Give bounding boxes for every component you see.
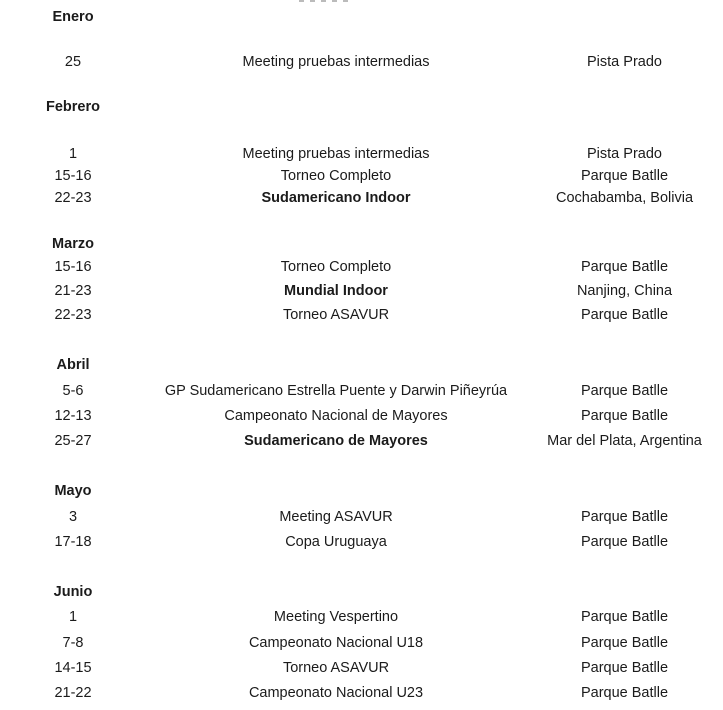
event-date: 22-23 <box>54 190 92 206</box>
event-location: Parque Batlle <box>580 307 669 323</box>
event-location: Nanjing, China <box>576 283 673 299</box>
event-row <box>0 660 723 676</box>
event-location: Parque Batlle <box>580 168 669 184</box>
event-row <box>0 685 723 701</box>
event-row <box>0 307 723 323</box>
month-header-febrero <box>0 99 723 115</box>
event-date: 21-22 <box>54 685 92 701</box>
event-row <box>0 259 723 275</box>
event-location: Parque Batlle <box>580 635 669 651</box>
event-name: Meeting pruebas intermedias <box>242 146 430 162</box>
event-location: Pista Prado <box>587 54 662 70</box>
event-location: Pista Prado <box>587 146 662 162</box>
month-label: Mayo <box>54 483 92 499</box>
event-name: Torneo ASAVUR <box>282 660 390 676</box>
month-label: Abril <box>56 357 90 373</box>
month-label: Marzo <box>52 236 94 252</box>
event-location: Parque Batlle <box>580 259 669 275</box>
event-name: Sudamericano de Mayores <box>244 433 428 449</box>
event-date: 22-23 <box>54 307 92 323</box>
event-location: Cochabamba, Bolivia <box>555 190 694 206</box>
event-name: Campeonato Nacional de Mayores <box>224 408 448 424</box>
event-date: 12-13 <box>54 408 92 424</box>
event-date: 15-16 <box>54 259 92 275</box>
event-date: 1 <box>68 609 78 625</box>
event-date: 25 <box>64 54 82 70</box>
event-row <box>0 54 723 70</box>
event-row <box>0 283 723 299</box>
event-location: Mar del Plata, Argentina <box>547 433 702 449</box>
event-row <box>0 408 723 424</box>
event-name: Mundial Indoor <box>284 283 388 299</box>
event-row <box>0 146 723 162</box>
event-location: Parque Batlle <box>580 609 669 625</box>
event-location: Parque Batlle <box>580 660 669 676</box>
event-name: Torneo Completo <box>280 168 392 184</box>
month-header-junio <box>0 584 723 600</box>
event-location: Parque Batlle <box>580 534 669 550</box>
event-location: Parque Batlle <box>580 408 669 424</box>
event-name: GP Sudamericano Estrella Puente y Darwin Piñeyrúa <box>164 383 508 399</box>
event-row <box>0 168 723 184</box>
month-label: Junio <box>53 584 93 600</box>
event-name: Campeonato Nacional U23 <box>248 685 424 701</box>
event-name: Meeting pruebas intermedias <box>242 54 430 70</box>
event-row <box>0 509 723 525</box>
event-location: Parque Batlle <box>580 509 669 525</box>
event-row <box>0 190 723 206</box>
event-date: 17-18 <box>54 534 92 550</box>
event-name: Sudamericano Indoor <box>261 190 411 206</box>
event-date: 3 <box>68 509 78 525</box>
event-date: 21-23 <box>54 283 92 299</box>
event-date: 7-8 <box>62 635 84 651</box>
event-date: 1 <box>68 146 78 162</box>
month-label: Febrero <box>46 99 100 115</box>
event-date: 15-16 <box>54 168 92 184</box>
event-row <box>0 433 723 449</box>
month-header-mayo <box>0 483 723 499</box>
event-name: Torneo Completo <box>280 259 392 275</box>
event-date: 25-27 <box>54 433 92 449</box>
event-name: Meeting Vespertino <box>273 609 399 625</box>
event-name: Torneo ASAVUR <box>282 307 390 323</box>
month-label: Enero <box>52 9 94 25</box>
event-location: Parque Batlle <box>580 383 669 399</box>
event-date: 14-15 <box>54 660 92 676</box>
clipped-title-fragment <box>299 0 349 2</box>
event-date: 5-6 <box>62 383 84 399</box>
event-row <box>0 609 723 625</box>
event-name: Campeonato Nacional U18 <box>248 635 424 651</box>
event-name: Meeting ASAVUR <box>279 509 393 525</box>
event-row <box>0 383 723 399</box>
event-row <box>0 534 723 550</box>
month-header-enero <box>0 9 723 25</box>
event-location: Parque Batlle <box>580 685 669 701</box>
month-header-abril <box>0 357 723 373</box>
month-header-marzo <box>0 236 723 252</box>
event-row <box>0 635 723 651</box>
event-name: Copa Uruguaya <box>285 534 387 550</box>
